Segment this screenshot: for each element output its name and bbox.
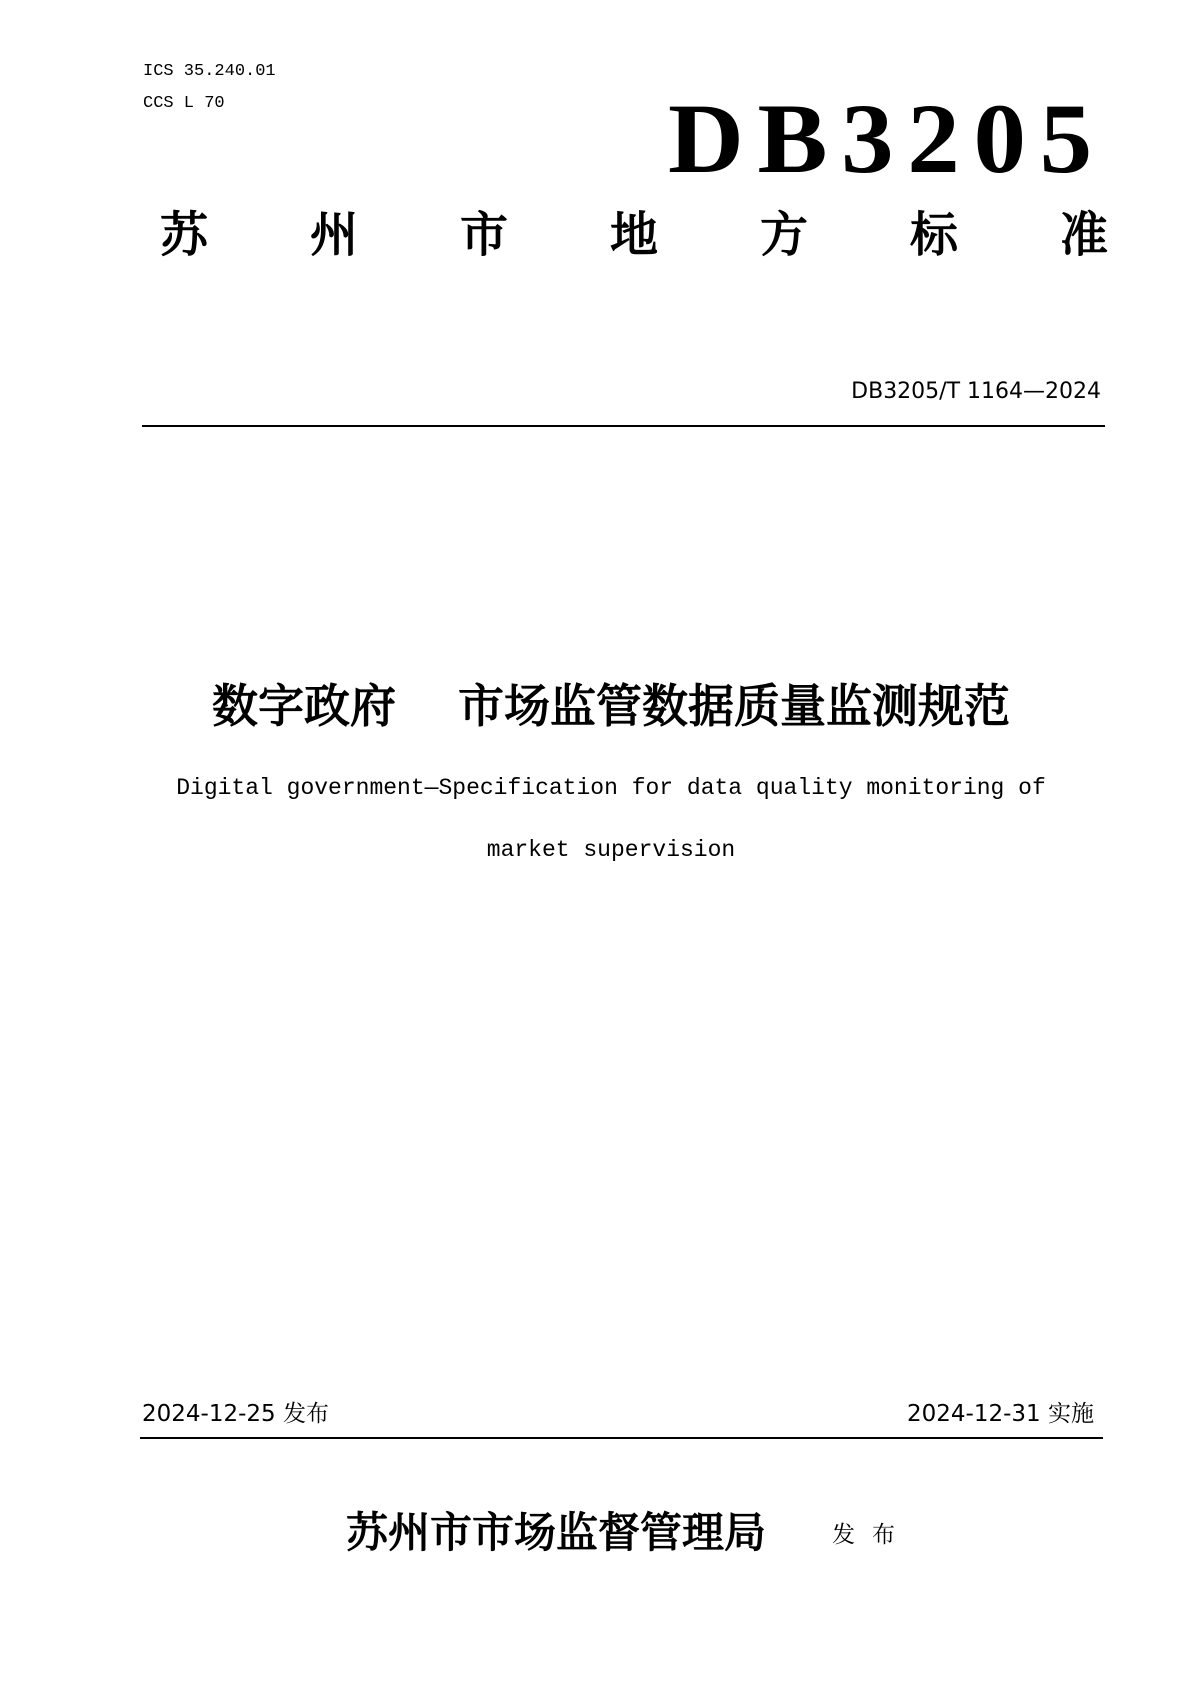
document-title-english-line2: market supervision bbox=[486, 837, 736, 863]
standard-code-heading: DB3205 bbox=[668, 83, 1106, 194]
standard-type-char: 市 bbox=[460, 207, 509, 263]
header-divider bbox=[142, 425, 1105, 427]
ics-code: ICS 35.240.01 bbox=[143, 62, 276, 81]
standard-type-char: 地 bbox=[610, 207, 659, 263]
document-title-english-line1: Digital government—Specification for data quality monitoring of bbox=[176, 775, 1046, 801]
implementation-date: 2024-12-31 实施 bbox=[907, 1401, 1094, 1427]
issue-action-label: 发布 bbox=[832, 1522, 912, 1548]
standard-type-char: 方 bbox=[760, 207, 809, 263]
standard-type-heading bbox=[160, 205, 1108, 265]
ccs-code: CCS L 70 bbox=[143, 94, 225, 113]
footer-divider bbox=[140, 1437, 1103, 1439]
issue-date: 2024-12-25 发布 bbox=[142, 1401, 329, 1427]
standard-number: DB3205/T 1164—2024 bbox=[851, 379, 1101, 404]
issuing-authority: 苏州市市场监督管理局 bbox=[346, 1508, 767, 1557]
standard-type-char: 标 bbox=[910, 207, 959, 263]
standard-type-char: 州 bbox=[310, 207, 359, 263]
standard-type-char: 苏 bbox=[160, 207, 209, 263]
document-title-chinese: 数字政府 市场监管数据质量监测规范 bbox=[211, 679, 1010, 733]
standard-type-char: 准 bbox=[1060, 207, 1109, 263]
